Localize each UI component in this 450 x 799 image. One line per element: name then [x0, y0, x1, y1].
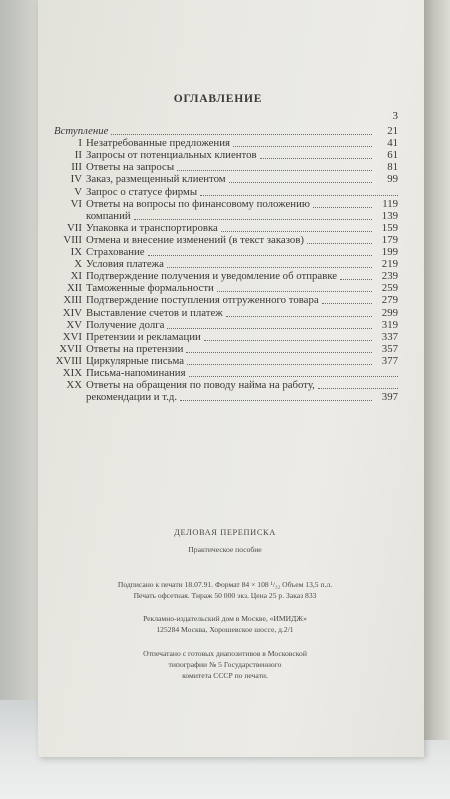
- toc-entry-number: XIV: [62, 306, 82, 319]
- toc-entry-title: Условия платежа: [86, 258, 164, 271]
- toc-leader-dots: [322, 303, 372, 304]
- toc-entry-page: 279: [381, 294, 398, 307]
- toc-entry-page: 377: [381, 354, 398, 367]
- print-details-line-1: Подписано к печати 18.07.91. Формат 84 × 108 ¹/₃₂ Объем 13,5 п.л.: [117, 580, 333, 589]
- toc-entry-page: 319: [381, 318, 398, 331]
- toc-entry-page: 397: [381, 391, 398, 404]
- toc-entry-title: Ответы на запросы: [86, 161, 175, 174]
- toc-leader-dots: [177, 170, 372, 171]
- toc-entry-title: Письма-напоминания: [86, 367, 186, 379]
- toc-entry-number: XX: [66, 379, 82, 392]
- toc-entry-title: Ответы на претензии: [86, 342, 184, 355]
- toc-leader-dots: [187, 364, 372, 365]
- toc-entry-number: XI: [70, 270, 82, 283]
- toc-entry-page: 259: [381, 282, 398, 295]
- publisher-line-1: Рекламно-издательский дом в Москве, «ИМИДЖ»: [143, 614, 307, 623]
- toc-entry-number: XIX: [62, 367, 82, 379]
- toc-entry-title: Таможенные формальности: [86, 282, 214, 295]
- toc-leader-dots: [233, 146, 372, 147]
- toc-leader-dots: [189, 376, 398, 377]
- toc-entry-title: Упаковка и транспортировка: [86, 221, 218, 234]
- background-left: [0, 0, 40, 760]
- toc-leader-dots: [217, 291, 372, 292]
- toc-leader-dots: [180, 400, 372, 401]
- toc-entry-number: VIII: [63, 233, 82, 246]
- toc-entry-title: Выставление счетов и платеж: [86, 306, 223, 319]
- toc-leader-dots: [167, 328, 372, 329]
- toc-entry-page: 41: [387, 137, 398, 150]
- toc-leader-dots: [186, 352, 372, 353]
- toc-leader-dots: [111, 134, 372, 135]
- toc-leader-dots: [260, 158, 372, 159]
- toc-entry-page: 337: [381, 330, 398, 343]
- toc-entry-number: XVIII: [55, 354, 82, 367]
- toc-entry-page: 81: [387, 161, 398, 174]
- toc-leader-dots: [148, 255, 372, 256]
- printer-line-2: типографии № 5 Государственного: [168, 660, 282, 669]
- toc-entry-page: 357: [381, 342, 398, 355]
- toc-entry-page: 61: [387, 149, 398, 162]
- toc-first-page: 3: [392, 110, 398, 122]
- toc-entry-page: 119: [382, 197, 398, 210]
- toc-entry-number: III: [71, 161, 82, 174]
- toc-entry-title: Подтверждение поступления отгруженного товара: [86, 294, 319, 307]
- toc-leader-dots: [134, 219, 372, 220]
- toc-entry-title: Запрос о статусе фирмы: [86, 185, 198, 198]
- toc-entry-page: 179: [381, 233, 398, 246]
- printer-line-1: Отпечатано с готовых диапозитивов в Московской: [143, 649, 307, 658]
- toc-entry-title: компаний: [86, 209, 131, 222]
- toc-entry-number: II: [74, 149, 82, 162]
- toc-entry-title: Ответы на обращения по поводу найма на работу,: [86, 379, 315, 392]
- toc-entry-number: VI: [70, 197, 82, 210]
- toc-entry-title: Получение долга: [86, 318, 165, 331]
- printer-line-3: комитета СССР по печати.: [182, 671, 268, 680]
- toc-leader-dots: [307, 243, 372, 244]
- toc-leader-dots: [226, 316, 372, 317]
- toc-entry-page: 21: [387, 125, 398, 137]
- toc-entry-page: 199: [381, 246, 398, 258]
- toc-entry-number: V: [74, 185, 82, 198]
- toc-entry-title: Запросы от потенциальных клиентов: [86, 149, 257, 162]
- toc-entry-title: Циркулярные письма: [86, 354, 185, 367]
- toc-entry-title: рекомендации и т.д.: [86, 391, 178, 404]
- toc-leader-dots: [204, 340, 372, 341]
- toc-leader-dots: [200, 195, 398, 196]
- toc-entry-title: Отмена и внесение изменений (в текст заказов): [86, 233, 305, 246]
- toc-entry-page: 159: [381, 221, 398, 234]
- toc-leader-dots: [229, 182, 372, 183]
- toc-entry-title: Ответы на вопросы по финансовому положению: [86, 197, 310, 210]
- toc-entry-title: Подтверждение получения и уведомление об отправке: [86, 270, 338, 283]
- toc-entry-number: XVII: [59, 342, 82, 355]
- toc-leader-dots: [340, 279, 372, 280]
- toc-entry-number: I: [78, 137, 82, 150]
- toc-entry-number: XVI: [62, 330, 82, 343]
- toc-entry-title: Претензии и рекламации: [86, 330, 201, 343]
- toc-entry-title: Вступление: [54, 125, 109, 137]
- toc-entry-title: Страхование: [86, 246, 145, 258]
- toc-leader-dots: [221, 231, 372, 232]
- toc-leader-dots: [318, 388, 398, 389]
- toc-entry-number: XIII: [63, 294, 82, 307]
- toc-entry-number: VII: [67, 221, 82, 234]
- toc-entry-page: 299: [381, 306, 398, 319]
- toc-title: ОГЛАВЛЕНИЕ: [173, 93, 263, 105]
- toc-entry-page: 99: [387, 173, 398, 186]
- toc-entry-title: Заказ, размещенный клиентом: [86, 173, 226, 186]
- toc-entry-page: 219: [381, 258, 398, 271]
- toc-entry-number: XII: [67, 282, 82, 295]
- print-details-line-2: Печать офсетная. Тираж 50 000 экз. Цена 25 р. Заказ 833: [133, 591, 317, 600]
- book-subtitle: Практическое пособие: [188, 545, 262, 554]
- toc-entry-number: IV: [70, 173, 82, 186]
- toc-leader-dots: [167, 267, 372, 268]
- toc-entry-title: Незатребованные предложения: [86, 137, 230, 150]
- toc-entry-number: IX: [70, 246, 82, 258]
- toc-entry-number: XV: [66, 318, 82, 331]
- publisher-line-2: 125284 Москва, Хорошевское шоссе, д.2/1: [156, 625, 294, 634]
- toc-entry-page: 239: [381, 270, 398, 283]
- toc-entry-number: X: [74, 258, 82, 271]
- toc-entry-page: 139: [381, 209, 398, 222]
- toc-leader-dots: [313, 207, 372, 208]
- book-title: ДЕЛОВАЯ ПЕРЕПИСКА: [174, 528, 276, 537]
